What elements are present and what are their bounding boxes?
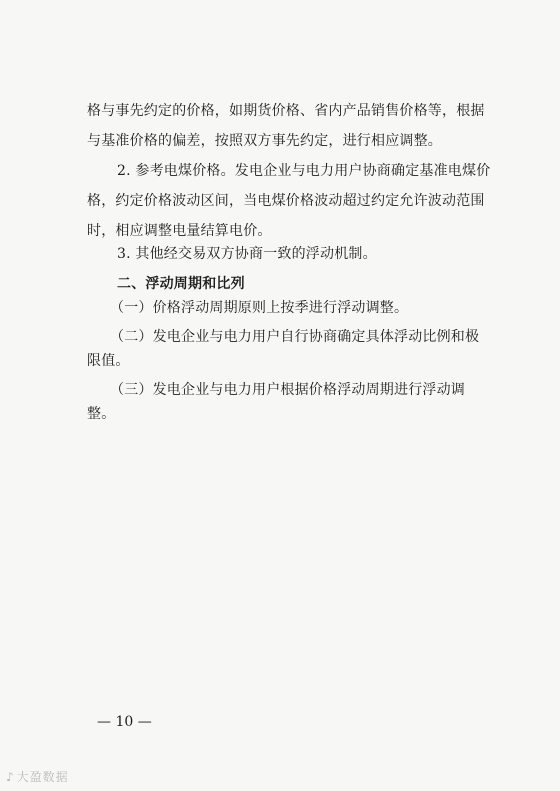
clause-2-line-2: 限值。 bbox=[87, 353, 130, 369]
body-line-1: 格与事先约定的价格，如期货价格、省内产品销售价格等，根据 bbox=[87, 103, 485, 119]
page-number-text: — 10 — bbox=[97, 714, 152, 730]
watermark-text: 大盈数据 bbox=[16, 770, 69, 784]
section-heading: 二、浮动周期和比列 bbox=[117, 276, 245, 292]
item-2-line-2: 格，约定价格波动区间，当电煤价格波动超过约定允许波动范围 bbox=[87, 193, 485, 209]
watermark bbox=[6, 768, 69, 785]
body-line-2: 与基准价格的偏差，按照双方事先约定，进行相应调整。 bbox=[87, 133, 442, 149]
clause-3-line-2: 整。 bbox=[87, 406, 116, 422]
item-2-line-3: 时，相应调整电量结算电价。 bbox=[87, 223, 272, 239]
watermark-logo-icon: ♪ bbox=[6, 770, 15, 784]
item-2-line-1: 2. 参考电煤价格。发电企业与电力用户协商确定基准电煤价 bbox=[117, 163, 491, 179]
clause-1-line: （一）价格浮动周期原则上按季进行浮动调整。 bbox=[110, 300, 409, 316]
item-3-line: 3. 其他经交易双方协商一致的浮动机制。 bbox=[117, 246, 377, 262]
clause-2-line-1: （二）发电企业与电力用户自行协商确定具体浮动比例和极 bbox=[110, 329, 480, 345]
clause-3-line-1: （三）发电企业与电力用户根据价格浮动周期进行浮动调 bbox=[110, 382, 465, 398]
